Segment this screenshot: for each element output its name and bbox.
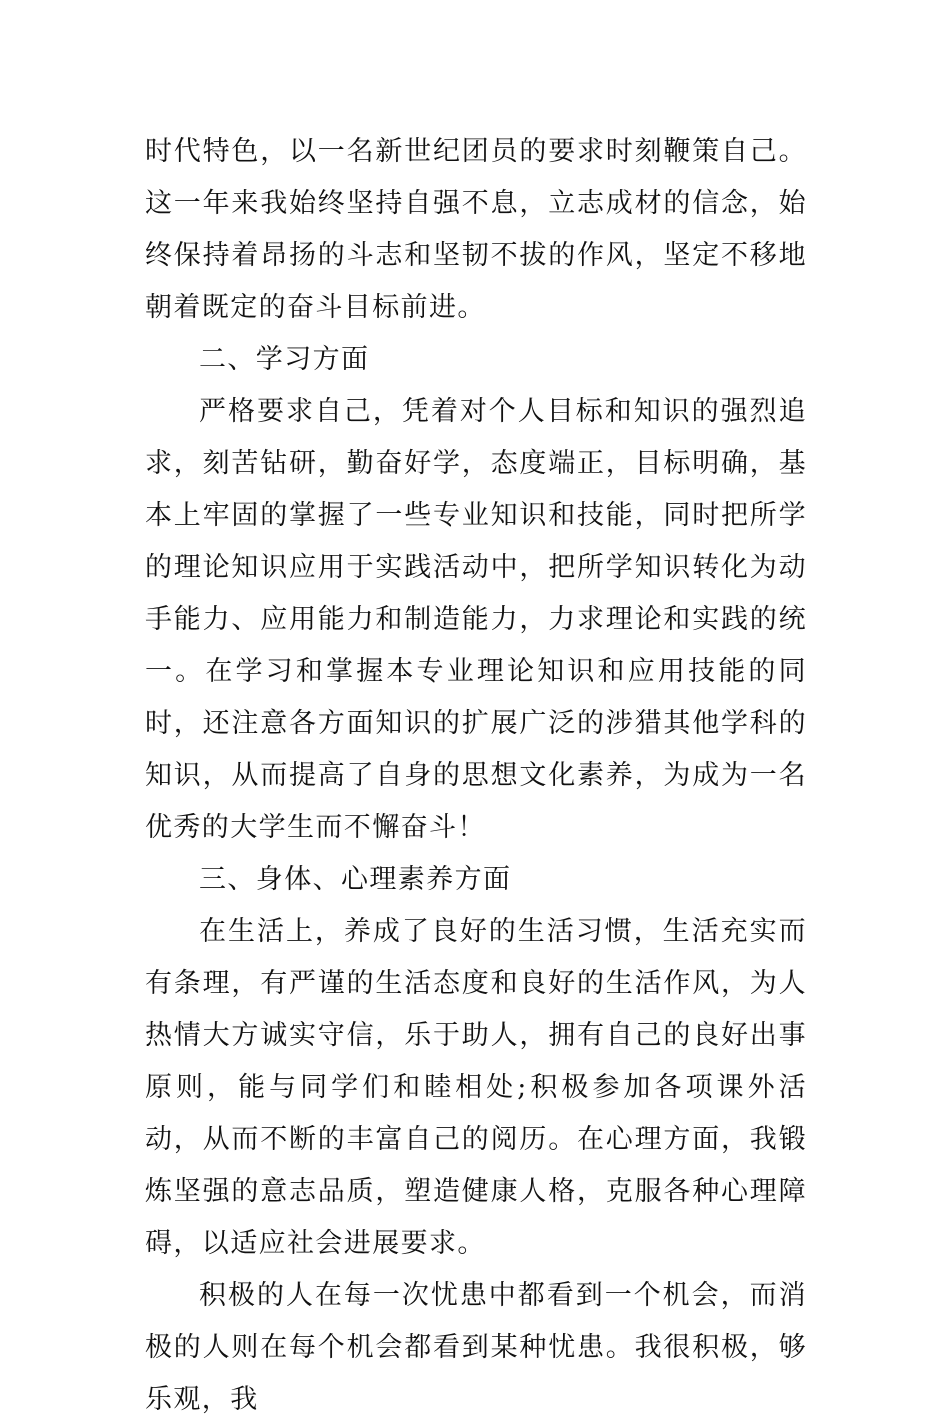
- section-heading-physical-mental: 三、身体、心理素养方面: [199, 864, 512, 895]
- section-heading-study: 二、学习方面: [199, 344, 370, 375]
- paragraph-life: 在生活上，养成了良好的生活习惯，生活充实而有条理，有严谨的生活态度和良好的生活作风，为人热情大方诚实守信，乐于助人，拥有自己的良好出事原则，能与同学们和睦相处;积极参加各项课外活动，从而不断的丰富自己的阅历。在心理方面，我锻炼坚强的意志品质，塑造健康人格，克服各种心理障碍，以适应社会进展要求。: [145, 916, 807, 1259]
- paragraph-intro-continuation: 时代特色，以一名新世纪团员的要求时刻鞭策自己。这一年来我始终坚持自强不息，立志成材的信念，始终保持着昂扬的斗志和坚韧不拔的作风，坚定不移地朝着既定的奋斗目标前进。: [145, 136, 807, 323]
- paragraph-optimism: 积极的人在每一次忧患中都看到一个机会，而消极的人则在每个机会都看到某种忧患。我很积极，够乐观，我: [145, 1280, 807, 1415]
- document-body: [145, 126, 807, 1426]
- paragraph-study: 严格要求自己，凭着对个人目标和知识的强烈追求，刻苦钻研，勤奋好学，态度端正，目标明确，基本上牢固的掌握了一些专业知识和技能，同时把所学的理论知识应用于实践活动中，把所学知识转化为动手能力、应用能力和制造能力，力求理论和实践的统一。在学习和掌握本专业理论知识和应用技能的同时，还注意各方面知识的扩展广泛的涉猎其他学科的知识，从而提高了自身的思想文化素养，为成为一名优秀的大学生而不懈奋斗！: [145, 396, 807, 843]
